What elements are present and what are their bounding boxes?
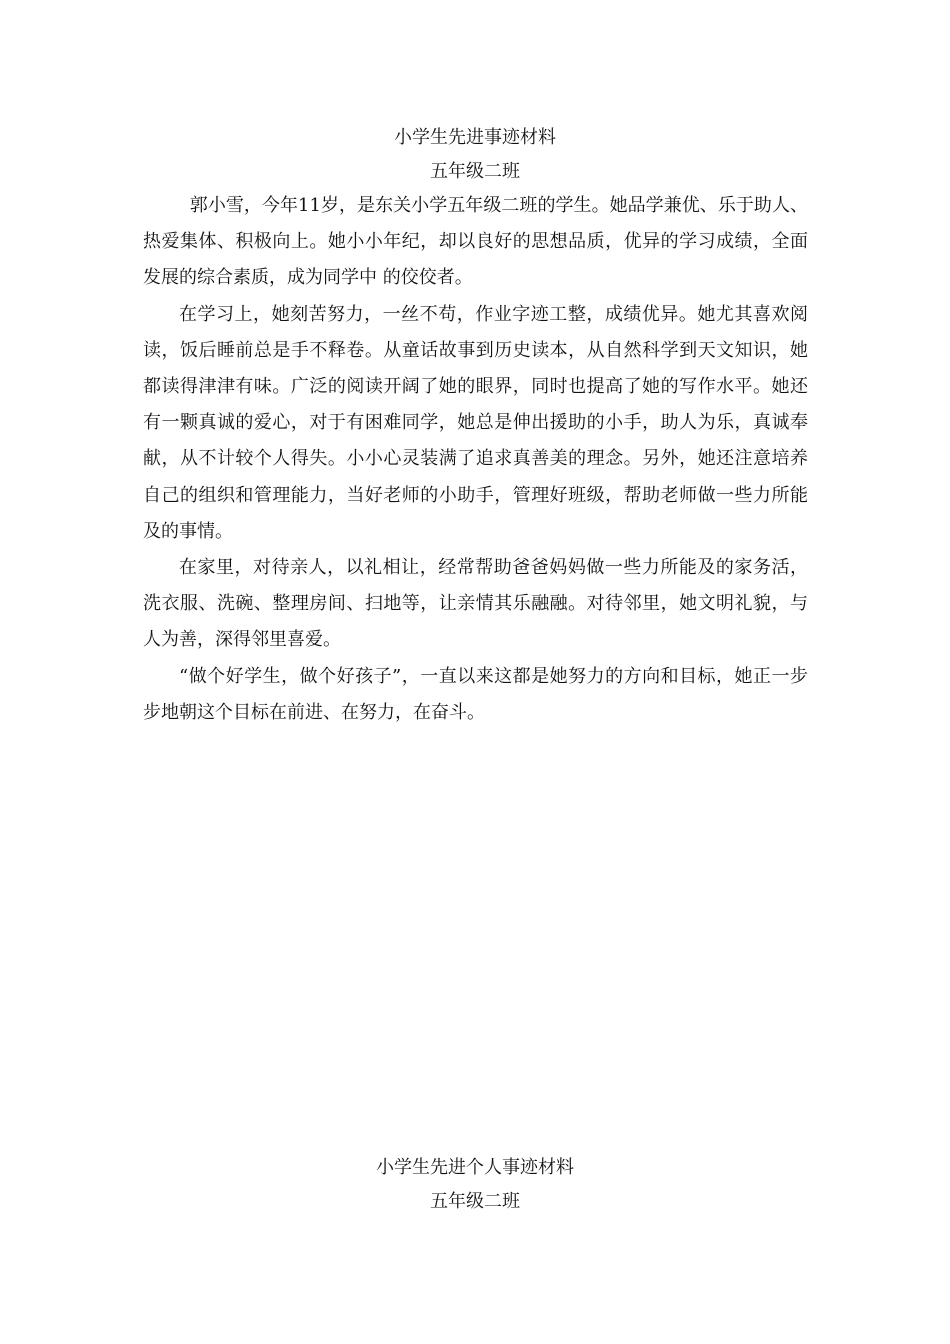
document-subtitle: 五年级二班	[430, 161, 520, 182]
footer-title: 小学生先进个人事迹材料	[376, 1157, 574, 1178]
paragraph-intro: 郭小雪，今年11岁，是东关小学五年级二班的学生。她品学兼优、乐于助人、热爱集体、积极向上。她小小年纪，却以良好的思想品质，优异的学习成绩，全面发展的综合素质，成为同学中 的佼佼者。	[143, 195, 808, 289]
paragraph-study: 在学习上，她刻苦努力，一丝不苟，作业字迹工整，成绩优异。她尤其喜欢阅读，饭后睡前总是手不释卷。从童话故事到历史读本，从自然科学到天文知识，她都读得津津有味。广泛的阅读开阔了她的眼界，同时也提高了她的写作水平。她还有一颗真诚的爱心，对于有困难同学，她总是伸出援助的小手，助人为乐，真诚奉献，从不计较个人得失。小小心灵装满了追求真善美的理念。另外，她还注意培养自己的组织和管理能力，当好老师的小助手，管理好班级，帮助老师做一些力所能及的事情。	[143, 303, 808, 542]
paragraph-goal: “做个好学生，做个好孩子”，一直以来这都是她努力的方向和目标，她正一步步地朝这个目标在前进、在努力，在奋斗。	[143, 665, 808, 723]
document-title: 小学生先进事迹材料	[394, 127, 556, 148]
footer-subtitle: 五年级二班	[430, 1191, 520, 1212]
paragraph-home: 在家里，对待亲人，以礼相让，经常帮助爸爸妈妈做一些力所能及的家务活，洗衣服、洗碗、整理房间、扫地等，让亲情其乐融融。对待邻里，她文明礼貌，与人为善，深得邻里喜爱。	[143, 557, 808, 651]
document-body	[143, 188, 808, 731]
